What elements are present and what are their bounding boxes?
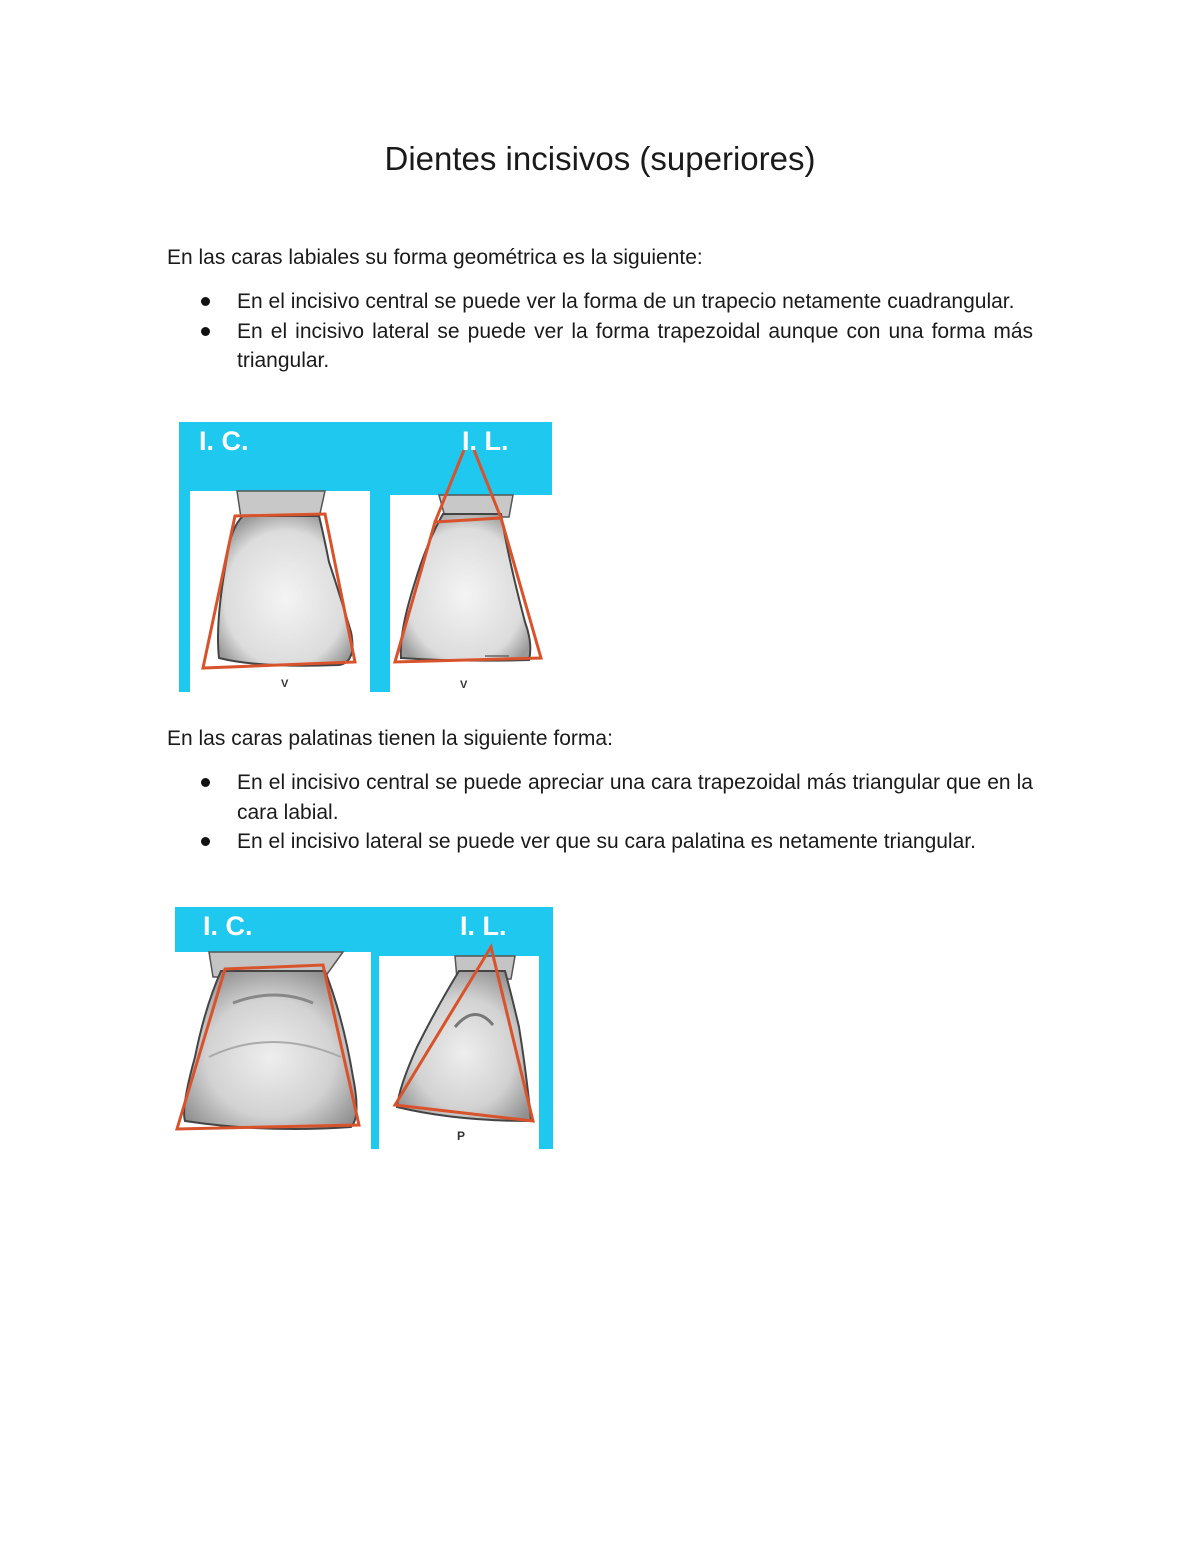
figure-label-ic: I. C. <box>199 426 249 456</box>
labial-intro: En las caras labiales su forma geométrica es la siguiente: <box>167 246 703 269</box>
palatal-bullet-list <box>167 768 1033 857</box>
figure-label-ic: I. C. <box>203 911 253 941</box>
labial-bullet-list <box>167 287 1033 376</box>
face-mark: V <box>460 679 468 691</box>
list-item: En el incisivo central se puede apreciar una cara trapezoidal más triangular que en la cara labial. <box>167 768 1033 827</box>
face-mark: V <box>281 678 289 690</box>
palatal-intro: En las caras palatinas tienen la siguiente forma: <box>167 727 613 750</box>
figure-label-il: I. L. <box>462 426 509 456</box>
palatal-faces-figure <box>175 907 553 1149</box>
list-item: En el incisivo lateral se puede ver la forma trapezoidal aunque con una forma más triangular. <box>167 317 1033 376</box>
page-title: Dientes incisivos (superiores) <box>384 140 816 177</box>
face-mark: P <box>457 1129 466 1143</box>
list-item: En el incisivo lateral se puede ver que su cara palatina es netamente triangular. <box>167 827 1033 857</box>
labial-faces-figure <box>179 422 552 692</box>
figure-label-il: I. L. <box>460 911 507 941</box>
list-item: En el incisivo central se puede ver la forma de un trapecio netamente cuadrangular. <box>167 287 1033 317</box>
